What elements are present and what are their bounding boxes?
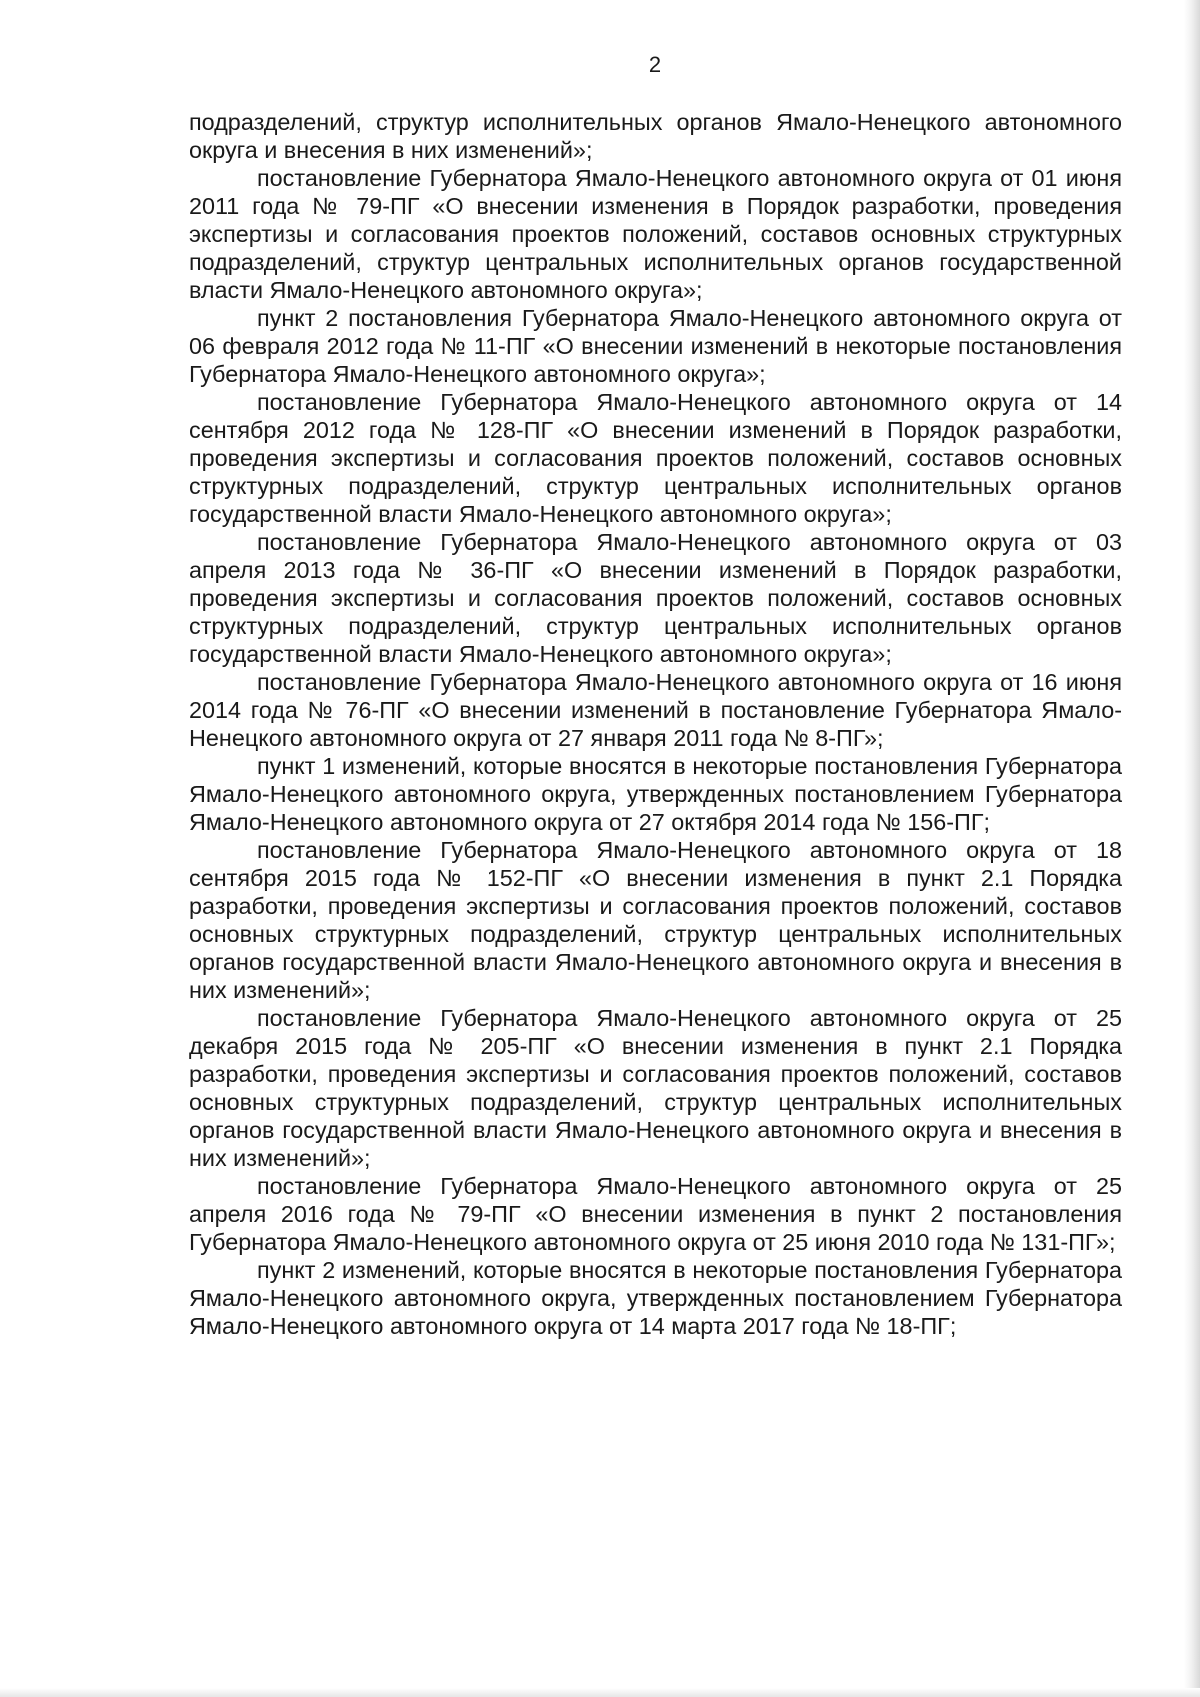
paragraph-resolution-2011-79: постановление Губернатора Ямало-Ненецкого автономного округа от 01 июня 2011 года № 79-ПГ «О внесении изменения в Порядок разработки, проведения экспертизы и согласования проектов положений, составов основных структурных подразделений, структур центральных исполнительных органов государственной власти Ямало-Ненецкого автономного округа»; xyxy=(189,165,1122,303)
page-bottom-edge xyxy=(0,1688,1200,1697)
paragraph-clause-2014-156: пункт 1 изменений, которые вносятся в некоторые постановления Губернатора Ямало-Ненецкого автономного округа, утвержденных постановлением Губернатора Ямало-Ненецкого автономного округа от 27 октября 2014 года № 156-ПГ; xyxy=(189,753,1122,835)
paragraph-clause-2017-18: пункт 2 изменений, которые вносятся в некоторые постановления Губернатора Ямало-Ненецкого автономного округа, утвержденных постановлением Губернатора Ямало-Ненецкого автономного округа от 14 марта 2017 года № 18-ПГ; xyxy=(189,1257,1122,1339)
page-edge-shadow xyxy=(1184,0,1200,1697)
paragraph-resolution-2014-76: постановление Губернатора Ямало-Ненецкого автономного округа от 16 июня 2014 года № 76-ПГ «О внесении изменений в постановление Губернатора Ямало-Ненецкого автономного округа от 27 января 2011 года № 8-ПГ»; xyxy=(189,669,1122,751)
paragraph-continuation: подразделений, структур исполнительных органов Ямало-Ненецкого автономного округа и внесения в них изменений»; xyxy=(189,109,1122,163)
paragraph-resolution-2012-128: постановление Губернатора Ямало-Ненецкого автономного округа от 14 сентября 2012 года № 128-ПГ «О внесении изменений в Порядок разработки, проведения экспертизы и согласования проектов положений, составов основных структурных подразделений, структур центральных исполнительных органов государственной власти Ямало-Ненецкого автономного округа»; xyxy=(189,389,1122,527)
paragraph-resolution-2016-79: постановление Губернатора Ямало-Ненецкого автономного округа от 25 апреля 2016 года № 79-ПГ «О внесении изменения в пункт 2 постановления Губернатора Ямало-Ненецкого автономного округа от 25 июня 2010 года № 131-ПГ»; xyxy=(189,1173,1122,1255)
paragraph-clause-2012-11: пункт 2 постановления Губернатора Ямало-Ненецкого автономного округа от 06 февраля 2012 года № 11-ПГ «О внесении изменений в некоторые постановления Губернатора Ямало-Ненецкого автономного округа»; xyxy=(189,305,1122,387)
page-number: 2 xyxy=(648,52,662,77)
paragraph-resolution-2013-36: постановление Губернатора Ямало-Ненецкого автономного округа от 03 апреля 2013 года № 36-ПГ «О внесении изменений в Порядок разработки, проведения экспертизы и согласования проектов положений, составов основных структурных подразделений, структур центральных исполнительных органов государственной власти Ямало-Ненецкого автономного округа»; xyxy=(189,529,1122,667)
paragraph-resolution-2015-205: постановление Губернатора Ямало-Ненецкого автономного округа от 25 декабря 2015 года № 205-ПГ «О внесении изменения в пункт 2.1 Порядка разработки, проведения экспертизы и согласования проектов положений, составов основных структурных подразделений, структур центральных исполнительных органов государственной власти Ямало-Ненецкого автономного округа и внесения в них изменений»; xyxy=(189,1005,1122,1171)
paragraph-resolution-2015-152: постановление Губернатора Ямало-Ненецкого автономного округа от 18 сентября 2015 года № 152-ПГ «О внесении изменения в пункт 2.1 Порядка разработки, проведения экспертизы и согласования проектов положений, составов основных структурных подразделений, структур центральных исполнительных органов государственной власти Ямало-Ненецкого автономного округа и внесения в них изменений»; xyxy=(189,837,1122,1003)
document-body xyxy=(189,108,1122,1340)
